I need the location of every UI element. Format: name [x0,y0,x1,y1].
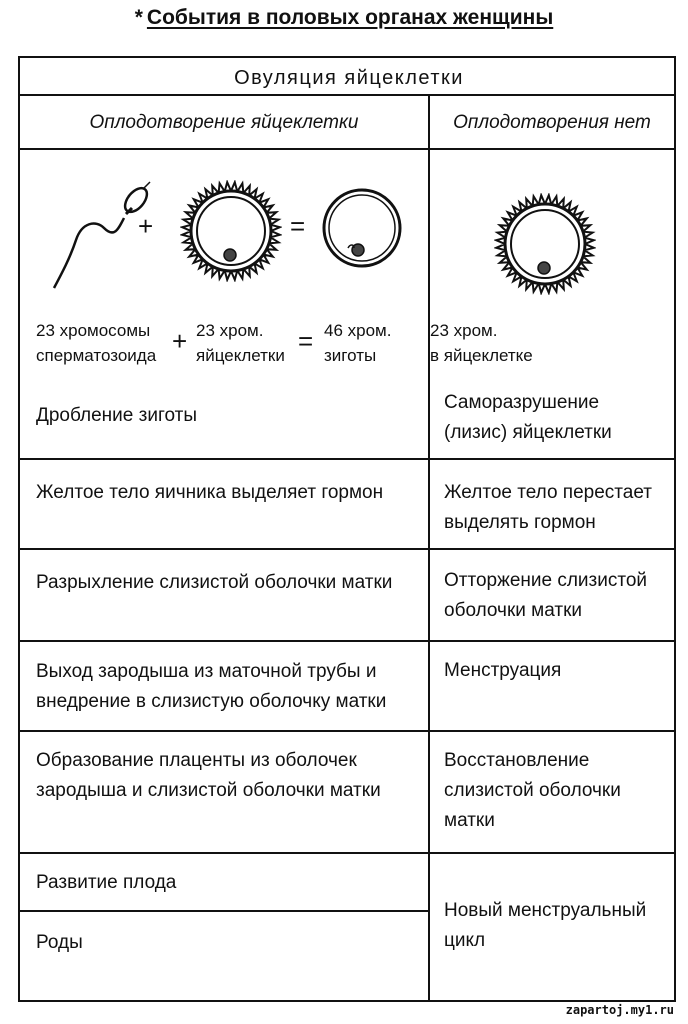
row5-left-cell [36,746,381,806]
divider-row1 [20,458,674,460]
divider-row5 [20,852,674,854]
row2-left-cell: Желтое тело яичника выделяет гормон [36,482,384,503]
egg-label-line2: яйцеклетки [196,346,285,365]
row7-left-cell: Роды [36,932,83,953]
row3-right-line2: оболочки матки [444,600,582,621]
row3-right-line1: Отторжение слизистой [444,570,648,591]
row67-right-line1: Новый менструальный [444,900,647,921]
row3-right-cell [444,566,647,626]
events-table [18,56,676,1002]
egg-label-line1: 23 хром. [196,321,264,340]
row1-right-line1: Саморазрушение [444,392,600,413]
right-label-line2: в яйцеклетке [430,346,533,365]
formula-plus-sign: + [172,326,188,356]
divider-subheader [20,148,674,150]
row67-right-cell [444,896,646,956]
column-header-no-fertilization: Оплодотворения нет [453,112,651,133]
row4-left-cell [36,657,386,717]
title-star: * [134,6,143,29]
unfertilized-chromosome-label [430,318,674,368]
figure-plus-sign: + [138,211,154,241]
row2-right-line1: Желтое тело перестает [444,482,652,503]
row1-right-line2: (лизис) яйцеклетки [444,422,612,443]
row5-right-line2: слизистой оболочки [444,780,621,801]
title-text: События в половых органах женщины [146,6,554,29]
row5-left-line2: зародыша и слизистой оболочки матки [36,780,381,801]
row2-right-line2: выделять гормон [444,512,596,533]
row4-left-line1: Выход зародыша из маточной трубы и [36,661,377,682]
divider-header [20,94,674,96]
egg-chromosome-label [196,318,285,368]
right-label-line1: 23 хром. [430,321,498,340]
unfertilized-egg-icon [494,193,596,295]
sperm-chromosome-label [36,318,156,368]
row3-left-cell: Разрыхление слизистой оболочки матки [36,572,393,593]
row67-right-line2: цикл [444,930,486,951]
column-header-fertilization: Оплодотворение яйцеклетки [89,112,359,133]
egg-cell-with-follicle-icon [180,180,282,282]
figure-equals-sign: = [290,211,306,241]
divider-row2 [20,548,674,550]
zygote-icon [320,186,404,270]
zygote-label-line2: зиготы [324,346,377,365]
zygote-label-line1: 46 хром. [324,321,392,340]
row6-left-cell: Развитие плода [36,872,177,893]
row1-left-cell: Дробление зиготы [36,405,197,426]
row5-right-line1: Восстановление [444,750,590,771]
page-title [0,6,688,30]
divider-row4 [20,730,674,732]
divider-row3 [20,640,674,642]
sperm-label-line1: 23 хромосомы [36,321,151,340]
row5-left-line1: Образование плаценты из оболочек [36,750,357,771]
source-watermark: zapartoj.my1.ru [565,1003,674,1017]
column-divider [428,94,430,1000]
row1-right-cell [444,388,612,448]
sperm-label-line2: сперматозоида [36,346,157,365]
header-ovulation: Овуляция яйцеклетки [234,67,464,89]
zygote-chromosome-label [324,318,391,368]
row5-right-cell [444,746,621,836]
divider-row6-left [20,910,428,912]
row4-left-line2: внедрение в слизистую оболочку матки [36,691,387,712]
row4-right-cell: Менструация [444,660,562,681]
formula-equals-sign: = [298,326,314,356]
row5-right-line3: матки [444,810,495,831]
row2-right-cell [444,478,652,538]
